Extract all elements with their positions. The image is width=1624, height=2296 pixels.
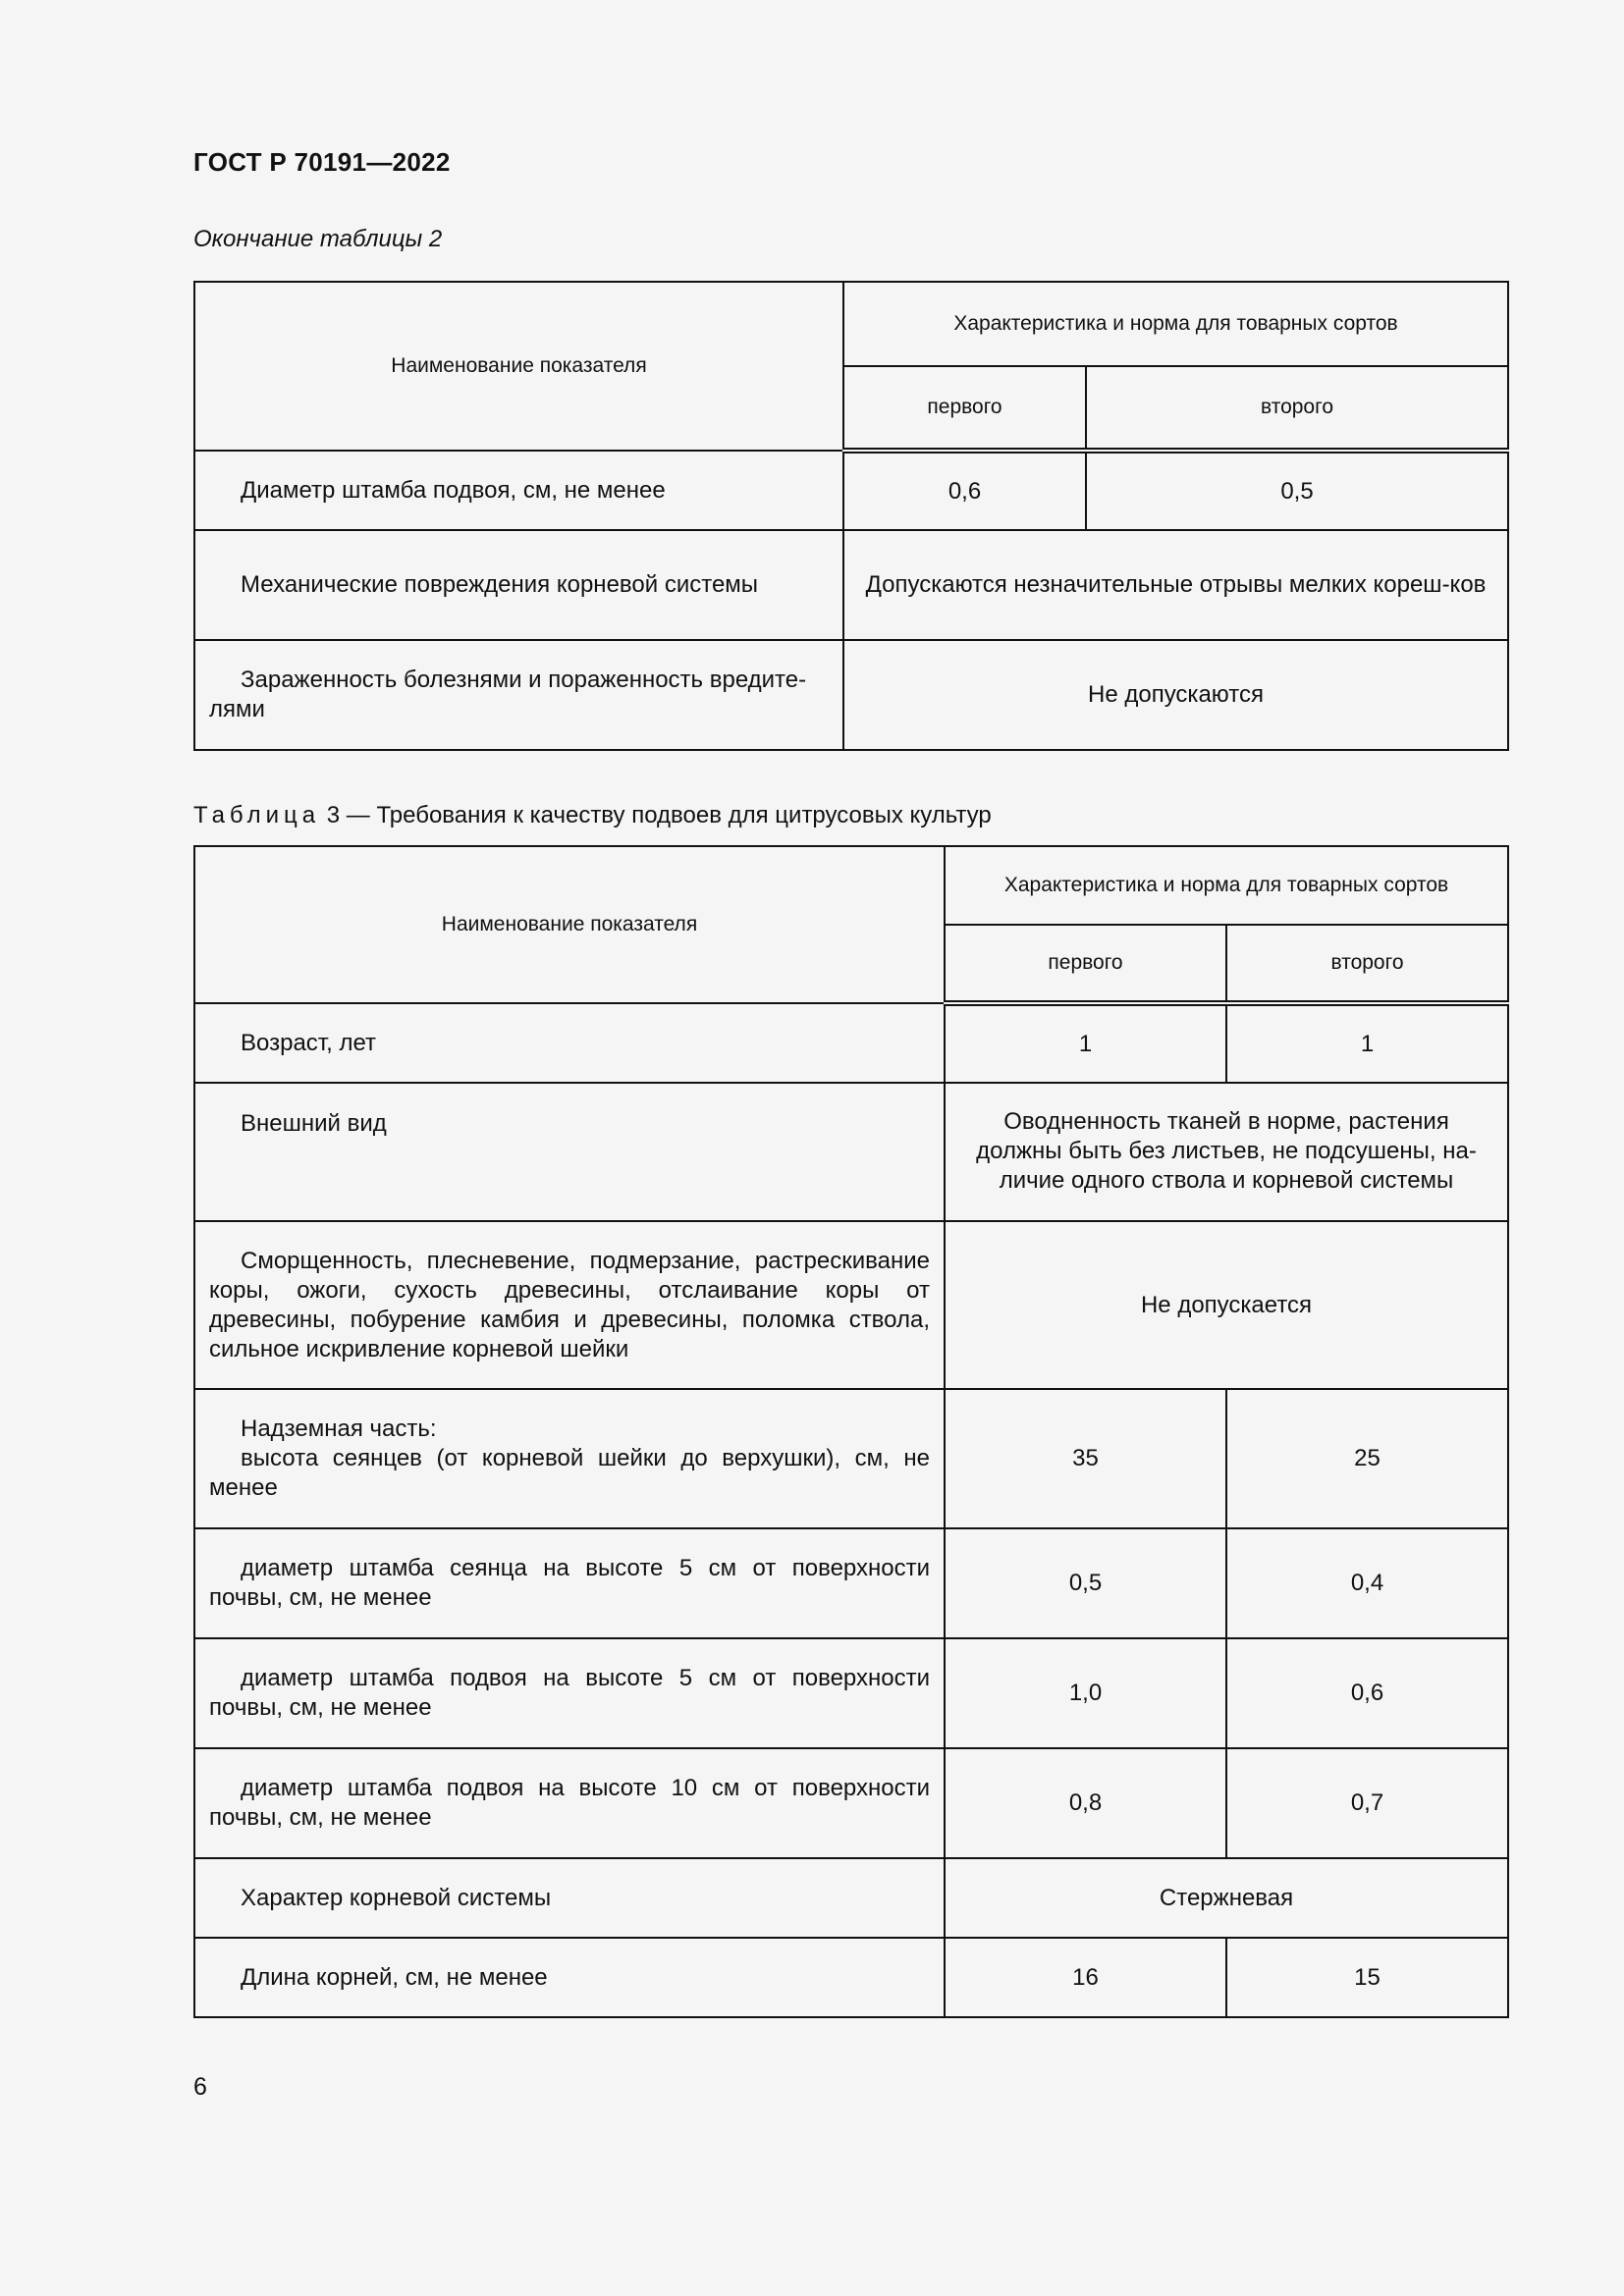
row-name: Внешний вид — [194, 1083, 945, 1221]
row-name: диаметр штамба подвоя на высоте 10 см от поверхности почвы, см, не менее — [194, 1748, 945, 1858]
standard-designation: ГОСТ Р 70191—2022 — [193, 147, 451, 177]
table-3 — [193, 845, 1509, 2018]
row-name: Надземная часть: высота сеянцев (от корневой шейки до верхушки), см, не менее — [194, 1389, 945, 1528]
table-header-row — [194, 846, 1508, 925]
header-first-grade: первого — [843, 366, 1086, 451]
header-second-grade: второго — [1226, 925, 1508, 1003]
row-name: Диаметр штамба подвоя, см, не менее — [194, 451, 843, 530]
table-row — [194, 1389, 1508, 1528]
cell-second: 0,5 — [1086, 451, 1508, 530]
header-first-grade: первого — [945, 925, 1226, 1003]
header-indicator-name: Наименование показателя — [194, 846, 945, 1003]
page-number: 6 — [193, 2073, 207, 2101]
cell-merged: Стержневая — [945, 1858, 1508, 1938]
header-characteristic-group: Характеристика и норма для товарных сортов — [945, 846, 1508, 925]
cell-second: 0,6 — [1226, 1638, 1508, 1748]
table-row — [194, 1083, 1508, 1221]
row-name: Зараженность болезнями и пораженность вредите-лями — [194, 640, 843, 750]
cell-second: 15 — [1226, 1938, 1508, 2017]
cell-first: 1,0 — [945, 1638, 1226, 1748]
row-name: Длина корней, см, не менее — [194, 1938, 945, 2017]
cell-second: 0,7 — [1226, 1748, 1508, 1858]
cell-merged: Допускаются незначительные отрывы мелких кореш-ков — [843, 530, 1508, 640]
row-name: диаметр штамба сеянца на высоте 5 см от поверхности почвы, см, не менее — [194, 1528, 945, 1638]
cell-merged: Не допускаются — [843, 640, 1508, 750]
cell-merged: Оводненность тканей в норме, растения должны быть без листьев, не подсушены, на-личие одного ствола и корневой системы — [945, 1083, 1508, 1221]
table3-caption — [193, 802, 992, 829]
cell-first: 16 — [945, 1938, 1226, 2017]
table-row — [194, 1638, 1508, 1748]
table-row — [194, 1528, 1508, 1638]
cell-first: 0,6 — [843, 451, 1086, 530]
cell-second: 1 — [1226, 1003, 1508, 1083]
table-row — [194, 530, 1508, 640]
cell-first: 0,5 — [945, 1528, 1226, 1638]
header-indicator-name: Наименование показателя — [194, 282, 843, 451]
table-row — [194, 1938, 1508, 2017]
table3-caption-word: Таблица — [193, 802, 321, 828]
row-name: Сморщенность, плесневение, подмерзание, растрескивание коры, ожоги, сухость древесины, отслаивание коры от древесины, побурение камбия и древесины, поломка ствола, сильное искривление корневой шейки — [194, 1221, 945, 1389]
cell-first: 0,8 — [945, 1748, 1226, 1858]
cell-second: 0,4 — [1226, 1528, 1508, 1638]
table-2 — [193, 281, 1509, 751]
header-characteristic-group: Характеристика и норма для товарных сортов — [843, 282, 1508, 366]
table-row — [194, 1003, 1508, 1083]
cell-first: 1 — [945, 1003, 1226, 1083]
table3-caption-text: 3 — Требования к качеству подвоев для цитрусовых культур — [326, 802, 992, 828]
row-name: диаметр штамба подвоя на высоте 5 см от поверхности почвы, см, не менее — [194, 1638, 945, 1748]
cell-first: 35 — [945, 1389, 1226, 1528]
table-row — [194, 1858, 1508, 1938]
table2-continuation-label: Окончание таблицы 2 — [193, 226, 443, 252]
row-name: Характер корневой системы — [194, 1858, 945, 1938]
cell-second: 25 — [1226, 1389, 1508, 1528]
table-row — [194, 451, 1508, 530]
row-name: Возраст, лет — [194, 1003, 945, 1083]
table-row — [194, 640, 1508, 750]
table-header-row — [194, 282, 1508, 366]
header-second-grade: второго — [1086, 366, 1508, 451]
table-row — [194, 1221, 1508, 1389]
table-row — [194, 1748, 1508, 1858]
row-name: Механические повреждения корневой системы — [194, 530, 843, 640]
cell-merged: Не допускается — [945, 1221, 1508, 1389]
